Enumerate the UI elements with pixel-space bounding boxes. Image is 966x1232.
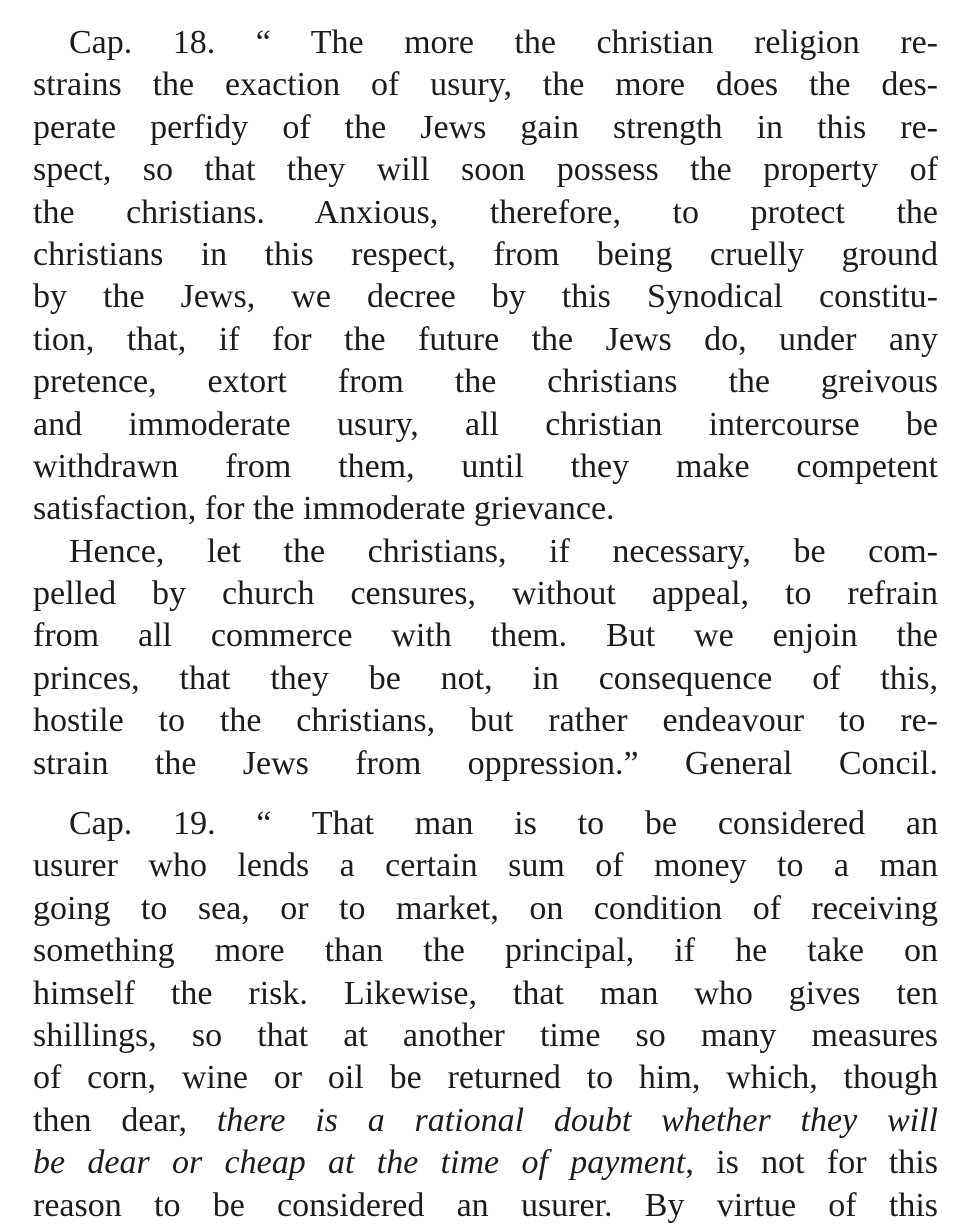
text-line	[33, 1100, 938, 1142]
paragraph-gap	[33, 785, 938, 803]
italic-text-run: there is a rational doubt whether they will	[216, 1101, 938, 1139]
text-line: strain the Jews from oppression.” General Concil.	[33, 744, 938, 782]
text-line	[33, 1142, 938, 1184]
text-line: by the Jews, we decree by this Synodical constitu-	[33, 278, 938, 316]
document-body	[33, 22, 938, 1227]
text-line: hostile to the christians, but rather endeavour to re-	[33, 702, 938, 740]
text-run: then dear,	[33, 1101, 217, 1139]
text-line: Cap. 19. “ That man is to be considered an	[69, 805, 938, 843]
text-line: tion, that, if for the future the Jews do, under any	[33, 320, 938, 358]
text-line: Cap. 18. “ The more the christian religion re-	[69, 24, 938, 61]
text-line: Hence, let the christians, if necessary, be com-	[69, 532, 938, 570]
text-line: reason to be considered an usurer. By virtue of this	[33, 1186, 938, 1224]
italic-text-run: be dear or cheap at the time of payment	[33, 1144, 686, 1182]
text-line: withdrawn from them, until they make competent	[33, 447, 938, 485]
text-line: from all commerce with them. But we enjoin the	[33, 617, 938, 655]
text-line: something more than the principal, if he take on	[33, 932, 938, 970]
text-line: of corn, wine or oil be returned to him, which, though	[33, 1059, 938, 1097]
text-line: satisfaction, for the immoderate grievance.	[33, 490, 615, 528]
text-line: spect, so that they will soon possess the property of	[33, 151, 938, 189]
text-line: pretence, extort from the christians the greivous	[33, 363, 938, 401]
text-line: perate perfidy of the Jews gain strength in this re-	[33, 108, 938, 146]
text-line: himself the risk. Likewise, that man who gives ten	[33, 974, 938, 1012]
text-line: going to sea, or to market, on condition of receiving	[33, 889, 938, 927]
paragraph	[33, 531, 938, 785]
text-line: usurer who lends a certain sum of money to a man	[33, 847, 938, 885]
text-run: , is not for this	[685, 1144, 938, 1182]
text-line: christians in this respect, from being cruelly ground	[33, 235, 938, 273]
text-line: princes, that they be not, in consequence of this,	[33, 659, 938, 697]
text-line: pelled by church censures, without appeal, to refrain	[33, 575, 938, 613]
paragraph	[33, 803, 938, 1227]
text-line: the christians. Anxious, therefore, to protect the	[33, 193, 938, 231]
document-page	[33, 22, 938, 1227]
text-line: strains the exaction of usury, the more does the des-	[33, 66, 938, 104]
text-line: and immoderate usury, all christian intercourse be	[33, 405, 938, 443]
text-line: shillings, so that at another time so many measures	[33, 1016, 938, 1054]
paragraph	[33, 22, 938, 531]
